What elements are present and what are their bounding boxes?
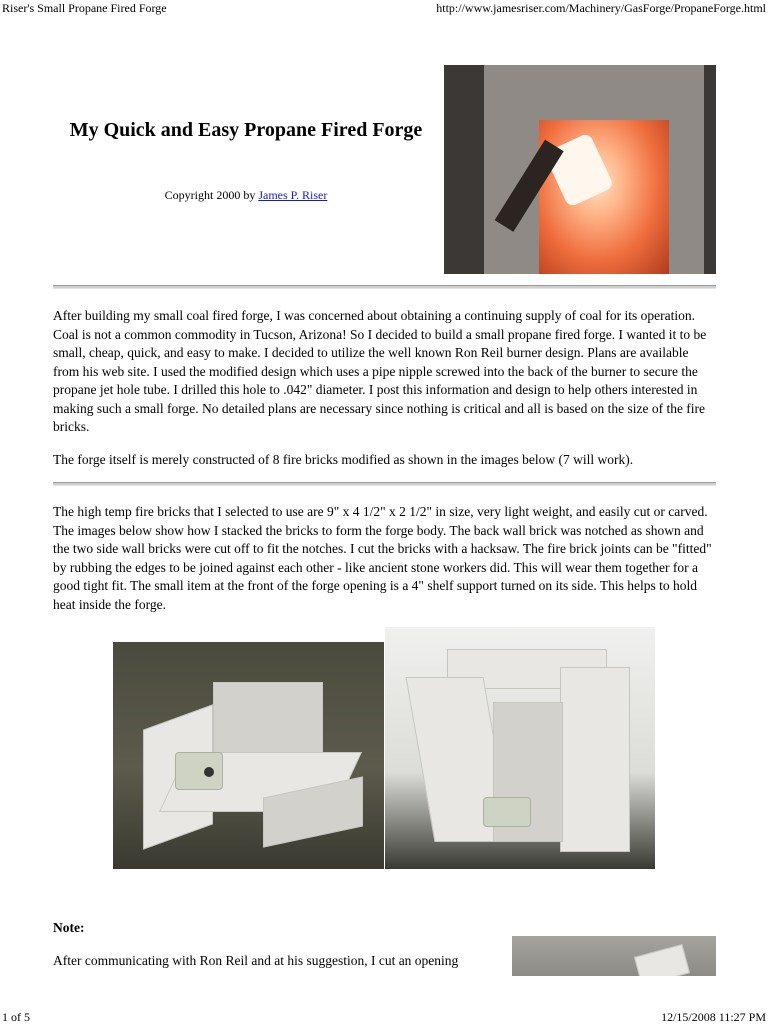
stacked-bricks-photo xyxy=(113,642,384,869)
copyright-prefix: Copyright 2000 by xyxy=(164,188,256,202)
print-header-title: Riser's Small Propane Fired Forge xyxy=(2,1,167,15)
assembled-forge-photo xyxy=(385,627,655,869)
page-title: My Quick and Easy Propane Fired Forge xyxy=(69,119,423,141)
forge-fire-photo xyxy=(444,65,716,274)
print-header-url: http://www.jamesriser.com/Machinery/GasForge/PropaneForge.html xyxy=(436,1,766,15)
author-link[interactable]: James P. Riser xyxy=(258,188,328,202)
note-heading: Note: xyxy=(53,920,85,935)
horizontal-rule xyxy=(53,482,716,486)
intro-paragraph: After building my small coal fired forge, I was concerned about obtaining a continuing supply of coal for its operation. Coal is not a common commodity in Tucson, Arizona! So I decided to build a small propane fired forge. I wanted it to be small, cheap, quick, and easy to make. I decided to utilize the well known Ron Reil burner design. Plans are available from his web site. I used the modified design which uses a pipe nipple screwed into the back of the burner to secure the propane jet hole tube. I drilled this hole to .042" diameter. I post this information and design to help others interested in making such a small forge. No detailed plans are necessary since nothing is critical and all is based on the size of the fire bricks. xyxy=(53,308,707,434)
copyright-line xyxy=(60,188,432,202)
note-photo xyxy=(512,936,716,976)
note-paragraph: After communicating with Ron Reil and at his suggestion, I cut an opening xyxy=(53,953,459,968)
construction-paragraph: The forge itself is merely constructed of 8 fire bricks modified as shown in the images below (7 will work). xyxy=(53,452,634,467)
print-footer-page: 1 of 5 xyxy=(2,1010,30,1024)
bricks-paragraph: The high temp fire bricks that I selected to use are 9" x 4 1/2" x 2 1/2" in size, very light weight, and easily cut or carved. The images below show how I stacked the bricks to form the forge body. The back wall brick was notched as shown and the two side wall bricks were cut off to fit the notches. I cut the bricks with a hacksaw. The fire brick joints can be "fitted" by rubbing the edges to be joined against each other - like ancient stone workers did. This will wear them together for a good tight fit. The small item at the front of the forge opening is a 4" shelf support turned on its side. This helps to hold heat inside the forge. xyxy=(53,504,712,612)
horizontal-rule xyxy=(53,285,716,289)
print-footer-datetime: 12/15/2008 11:27 PM xyxy=(661,1010,766,1024)
